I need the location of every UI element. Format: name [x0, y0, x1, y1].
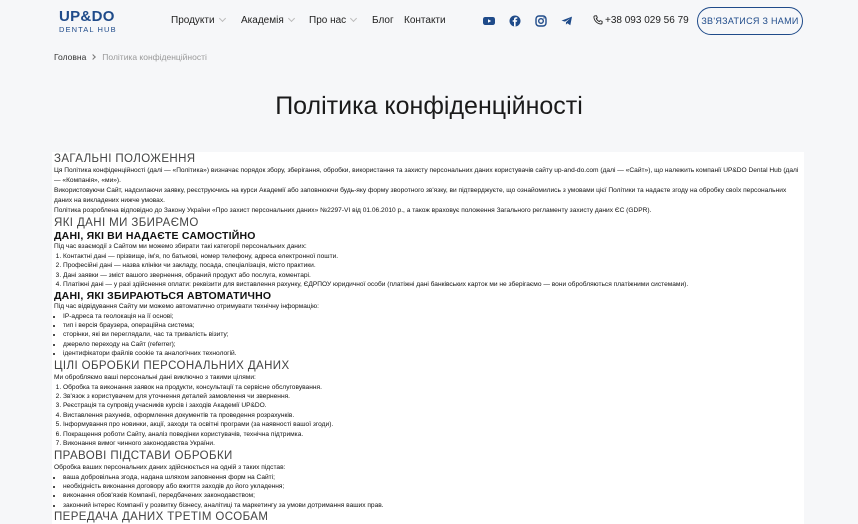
legal-basis-list — [54, 473, 802, 511]
list-item: • ваша добровільна згода, надана шляхом заповнення форм на Сайті; — [63, 473, 802, 482]
paragraph: Під час відвідування Сайту ми можемо автоматично отримувати технічну інформацію: — [54, 302, 319, 310]
list-item: 6. Покращення роботи Сайту, аналіз поведінки користувачів, технічна підтримка. — [63, 430, 802, 439]
list-item: 2. Професійні дані — назва клініки чи закладу, посада, спеціалізація, місто практики. — [63, 261, 802, 270]
list-item: • виконання обов'язків Компанії, передбачених законодавством; — [63, 491, 802, 500]
phone-link[interactable] — [593, 15, 689, 27]
list-item: • ідентифікатори файлів cookie та аналогічних технологій. — [63, 349, 802, 358]
nav-item-blog[interactable] — [372, 15, 394, 27]
list-item: 1. Обробка та виконання заявок на продукти, консультації та сервісне обслуговування. — [63, 383, 802, 392]
logo[interactable] — [59, 9, 121, 37]
list-item: 3. Дані заявки — зміст вашого звернення, обраний продукт або послуга, коментарі. — [63, 271, 802, 280]
telegram-icon[interactable] — [560, 14, 574, 28]
list-item: • законний інтерес Компанії у розвитку бізнесу, аналітиці та маркетингу за умови дотримання ваших прав. — [63, 501, 802, 510]
subsection-heading-provided: ДАНІ, ЯКІ ВИ НАДАЄТЕ САМОСТІЙНО — [54, 230, 256, 242]
nav-label: Продукти — [171, 15, 215, 26]
paragraph: Політика розроблена відповідно до Закону України «Про захист персональних даних» №2297-VI від 01.06.2010 р., а також враховує положення Загального регламенту захисту даних ЄС (GDPR). — [54, 207, 652, 214]
list-item: • необхідність виконання договору або вжиття заходів до його укладення; — [63, 482, 802, 491]
paragraph: Ця Політика конфіденційності (далі — «Політика») визначає порядок збору, зберігання, обробки, використання та захисту персональних даних користувачів сайту up-and-do.com (далі — «Сайт»), що належить компанії UP&DO Dental Hub (далі — «Компанія», «ми»). — [54, 167, 799, 184]
paragraph: Під час взаємодії з Сайтом ми можемо збирати такі категорії персональних даних: — [54, 243, 307, 250]
site-header — [0, 0, 858, 44]
list-item: 7. Виконання вимог чинного законодавства України. — [63, 439, 802, 448]
list-item: 2. Зв'язок з користувачем для уточнення деталей замовлення чи звернення. — [63, 392, 802, 401]
breadcrumb-current: Політика конфіденційності — [102, 52, 207, 62]
list-item: 4. Виставлення рахунків, оформлення документів та проведення розрахунків. — [63, 411, 802, 420]
section-heading-purposes: ЦІЛІ ОБРОБКИ ПЕРСОНАЛЬНИХ ДАНИХ — [54, 359, 290, 372]
nav-item-contacts[interactable] — [404, 15, 446, 27]
list-item: • тип і версія браузера, операційна система; — [63, 321, 802, 330]
youtube-icon[interactable] — [482, 14, 496, 28]
chevron-down-icon — [219, 15, 226, 22]
subsection-heading-automatic: ДАНІ, ЯКІ ЗБИРАЮТЬСЯ АВТОМАТИЧНО — [54, 289, 272, 302]
list-item: • сторінки, які ви переглядали, час та тривалість візиту; — [63, 330, 802, 339]
nav-item-about[interactable] — [309, 15, 356, 27]
chevron-down-icon — [288, 15, 295, 22]
chevron-right-icon — [90, 54, 96, 60]
provided-data-list — [54, 252, 802, 290]
logo-tagline: DENTAL HUB — [59, 25, 117, 34]
list-item: 5. Інформування про новинки, акції, заходи та освітні програми (за наявності вашої згоди). — [63, 420, 802, 429]
paragraph: Обробка ваших персональних даних здійснюється на одній з таких підстав: — [54, 463, 286, 471]
nav-item-products[interactable] — [171, 15, 225, 27]
page-title: Політика конфіденційності — [275, 92, 583, 120]
nav-label: Контакти — [404, 15, 446, 26]
paragraph: Ми обробляємо ваші персональні дані виключно з такими цілями: — [54, 373, 256, 381]
policy-content — [52, 152, 804, 524]
section-heading-legal: ПРАВОВІ ПІДСТАВИ ОБРОБКИ — [54, 449, 233, 462]
paragraph: Використовуючи Сайт, надсилаючи заявку, реєструючись на курси Академії або заповнюючи будь-яку форму зворотного зв'язку, ви підтверджуєте, що ознайомились з умовами цієї Політики та надаєте згоду на обробку своїх персональних даних на викладених нижче умовах. — [54, 187, 787, 204]
list-item: 1. Контактні дані — прізвище, ім'я, по батькові, номер телефону, адреса електронної пошти. — [63, 252, 802, 261]
instagram-icon[interactable] — [534, 14, 548, 28]
phone-icon — [593, 15, 603, 25]
list-item: 3. Реєстрація та супровід учасників курсів і заходів Академії UP&DO. — [63, 401, 802, 410]
contact-us-button[interactable]: ЗВ'ЯЗАТИСЯ З НАМИ — [697, 7, 803, 35]
nav-item-academy[interactable] — [241, 15, 294, 27]
phone-number: +38 093 029 56 79 — [605, 15, 689, 26]
list-item: 4. Платіжні дані — у разі здійснення оплати: реквізити для виставлення рахунку, ЄДРПОУ юридичної особи (платіжні дані банківських карток ми не зберігаємо — вони обробляються платіжними системами). — [63, 280, 802, 289]
nav-label: Академія — [241, 15, 284, 26]
automatic-data-list — [54, 312, 802, 359]
section-heading-collect: ЯКІ ДАНІ МИ ЗБИРАЄМО — [54, 217, 199, 229]
breadcrumb-home[interactable]: Головна — [54, 52, 87, 62]
nav-label: Блог — [372, 15, 394, 26]
breadcrumb — [54, 52, 207, 63]
list-item: • IP-адреса та геолокація на її основі; — [63, 312, 802, 321]
facebook-icon[interactable] — [508, 14, 522, 28]
section-heading-third-parties: ПЕРЕДАЧА ДАНИХ ТРЕТІМ ОСОБАМ — [54, 511, 269, 524]
chevron-down-icon — [350, 15, 357, 22]
purposes-list — [54, 383, 802, 449]
section-heading-general: ЗАГАЛЬНІ ПОЛОЖЕННЯ — [54, 153, 196, 165]
list-item: • джерело переходу на Сайт (referrer); — [63, 340, 802, 349]
logo-wordmark: UP&DO — [59, 8, 115, 25]
nav-label: Про нас — [309, 15, 347, 26]
